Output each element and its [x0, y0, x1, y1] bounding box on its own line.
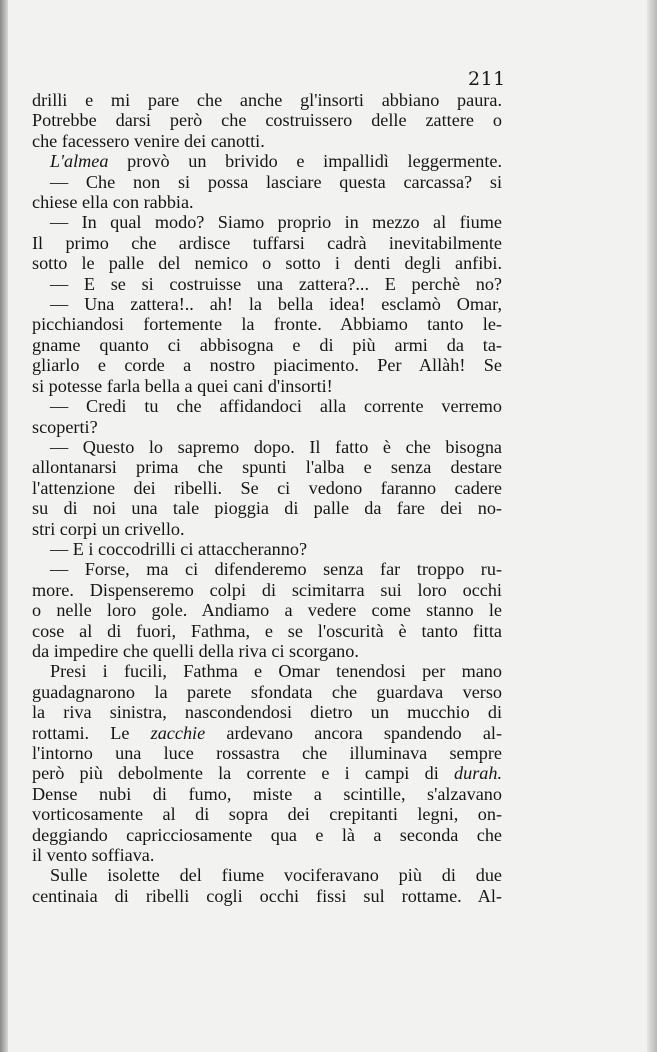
text-line: — In qual modo? Siamo proprio in mezzo al fiume	[50, 212, 502, 233]
text-line: Dense nubi di fumo, miste a scintille, s'alzavano	[32, 783, 502, 804]
text-line: da impedire che quelli della riva ci scorgano.	[32, 640, 359, 661]
italic-term: durah.	[454, 763, 502, 784]
text-line: chiese ella con rabbia.	[32, 192, 194, 213]
italic-term: zacchie	[150, 722, 206, 743]
text-line: deggiando capricciosamente qua e là a seconda che	[32, 824, 502, 845]
text-line: — Questo lo sapremo dopo. Il fatto è che bisogna	[50, 436, 502, 457]
text-line: stri corpi un crivello.	[32, 518, 185, 539]
text-line: picchiandosi fortemente la fronte. Abbiamo tanto le-	[32, 314, 502, 335]
text-line: che facessero venire dei canotti.	[32, 130, 265, 151]
body-text	[32, 90, 502, 906]
text-line: — Credi tu che affidandoci alla corrente verremo	[50, 396, 502, 417]
text-line: gname quanto ci abbisogna e di più armi da ta-	[32, 334, 502, 355]
text-line: gliarlo e corde a nostro piacimento. Per Allàh! Se	[32, 355, 502, 376]
text-line: — Forse, ma ci difenderemo senza far troppo ru-	[50, 559, 502, 580]
text-line: drilli e mi pare che anche gl'insorti abbiano paura.	[32, 90, 502, 110]
text-line: la riva sinistra, nascondendosi dietro un mucchio di	[32, 702, 502, 723]
text-line: su di noi una tale pioggia di palle da fare dei no-	[32, 498, 502, 519]
text-line: — E se si costruisse una zattera?... E perchè no?	[50, 273, 502, 294]
text-line: — E i coccodrilli ci attaccheranno?	[50, 538, 308, 559]
text-line: Potrebbe darsi però che costruissero delle zattere o	[32, 110, 502, 131]
italic-term: L'almea	[50, 151, 109, 172]
text-line: Sulle isolette del fiume vociferavano più di due	[50, 865, 502, 886]
text-line: — Una zattera!.. ah! la bella idea! esclamò Omar,	[50, 294, 502, 315]
text-line: L'almea provò un brivido e impallidì leggermente.	[50, 151, 502, 172]
page-number: 211	[468, 68, 506, 90]
page-right-edge	[647, 0, 657, 1052]
text-line: cose al di fuori, Fathma, e se l'oscurità è tanto fitta	[32, 620, 502, 641]
page-left-edge	[0, 0, 8, 1052]
text-line: però più debolmente la corrente e i campi di durah.	[32, 763, 502, 784]
text-line: vorticosamente al di sopra dei crepitanti legni, on-	[32, 804, 502, 825]
text-line: l'intorno una luce rossastra che illuminava sempre	[32, 743, 502, 763]
text-line: sotto le palle del nemico o sotto i denti degli anfibi.	[32, 253, 502, 274]
text-line: Il primo che ardisce tuffarsi cadrà inevitabilmente	[32, 232, 502, 253]
text-line: more. Dispenseremo colpi di scimitarra sui loro occhi	[32, 579, 502, 600]
text-line: scoperti?	[32, 416, 98, 437]
text-line: o nelle loro gole. Andiamo a vedere come stanno le	[32, 600, 502, 621]
text-line: il vento soffiava.	[32, 845, 155, 866]
text-line: — Che non si possa lasciare questa carcassa? si	[50, 171, 502, 192]
text-line: Presi i fucili, Fathma e Omar tenendosi per mano	[50, 661, 502, 682]
text-line: rottami. Le zacchie ardevano ancora spandendo al-	[32, 722, 503, 743]
text-line: si potesse farla bella a quei cani d'insorti!	[32, 375, 333, 396]
text-line: guadagnarono la parete sfondata che guardava verso	[32, 681, 502, 702]
text-line: centinaia di ribelli cogli occhi fissi sul rottame. Al-	[32, 885, 502, 906]
text-line: l'attenzione dei ribelli. Se ci vedono faranno cadere	[32, 477, 502, 498]
text-line: allontanarsi prima che spunti l'alba e senza destare	[32, 457, 502, 478]
